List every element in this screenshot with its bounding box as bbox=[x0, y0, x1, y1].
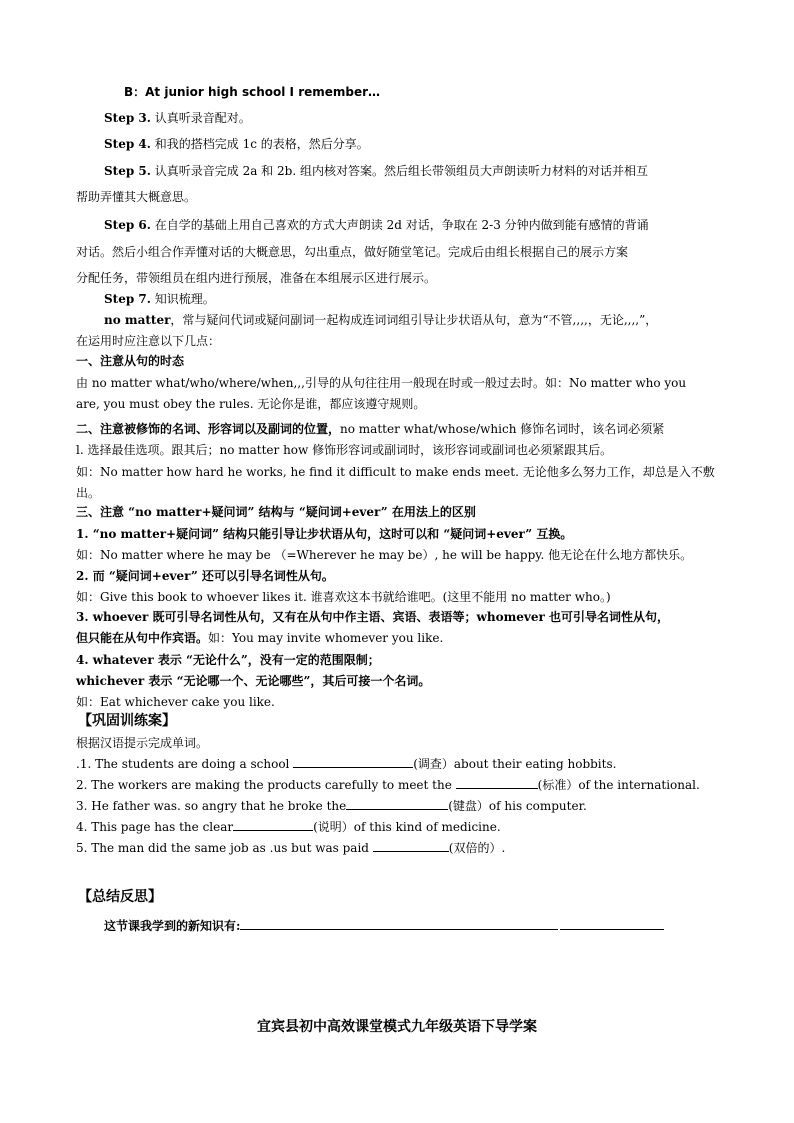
rule-3-point-3b-text: 如：You may invite whomever you like. bbox=[208, 631, 444, 645]
step-4 bbox=[104, 134, 720, 155]
q5-text-a: 5. The man did the same job as .us but was paid bbox=[76, 841, 373, 855]
step-6-continuation-2: 分配任务，带领组员在组内进行预展，准备在本组展示区进行展示。 bbox=[76, 271, 437, 285]
step-5 bbox=[104, 161, 720, 182]
rule-3-point-4b: whichever 表示 “无论哪一个、无论哪些”，其后可接一个名词。 bbox=[76, 674, 431, 688]
summary-line bbox=[104, 916, 720, 937]
q1-text-b: (调查）about their eating hobbits. bbox=[413, 757, 617, 771]
practice-question-3 bbox=[76, 796, 720, 817]
rule-1-text-b: are, you must obey the rules. 无论你是谁，都应该遵守规则。 bbox=[76, 397, 426, 411]
rule-3-point-2-example: 如：Give this book to whoever likes it. 谁喜欢这本书就给谁吧。(这里不能用 no matter who。) bbox=[76, 590, 611, 604]
practice-question-5 bbox=[76, 838, 720, 859]
summary-answer-blank-2[interactable] bbox=[560, 917, 664, 930]
q3-text-b: (键盘）of his computer. bbox=[448, 799, 587, 813]
summary-answer-blank-1[interactable] bbox=[240, 917, 558, 930]
rule-3-point-4a: 4. whatever 表示 “无论什么”，没有一定的范围限制； bbox=[76, 653, 380, 667]
q4-answer-blank[interactable] bbox=[233, 818, 313, 831]
rule-3-point-1-example: 如：No matter where he may be （=Wherever he may be）, he will be happy. 他无论在什么地方都快乐。 bbox=[76, 548, 693, 562]
rule-3-point-2: 2. 而 “疑问词+ever” 还可以引导名词性从句。 bbox=[76, 569, 334, 583]
rule-heading-2-bold: 二、注意被修饰的名词、形容词以及副词的位置， bbox=[76, 422, 341, 436]
section-practice-heading: 【巩固训练案】 bbox=[78, 713, 176, 729]
rule-heading-2 bbox=[76, 419, 720, 440]
rule-heading-2-text: no matter what/whose/which 修饰名词时，该名词必须紧 bbox=[340, 422, 665, 436]
step-5-continuation: 帮助弄懂其大概意思。 bbox=[76, 190, 197, 204]
q5-answer-blank[interactable] bbox=[373, 839, 449, 852]
q4-text-a: 4. This page has the clear bbox=[76, 820, 234, 834]
q4-text-b: (说明）of this kind of medicine. bbox=[313, 820, 501, 834]
practice-instructions: 根据汉语提示完成单词。 bbox=[76, 736, 209, 750]
step-6-label: Step 6. bbox=[104, 218, 151, 232]
step-3-label: Step 3. bbox=[104, 111, 151, 125]
practice-question-2 bbox=[76, 775, 720, 796]
rule-2-text-c: 出。 bbox=[76, 486, 101, 500]
practice-question-4 bbox=[76, 817, 720, 838]
rule-2-text-a: l. 选择最佳选项。跟其后；no matter how 修饰形容词或副词时，该形容词或副词也必须紧跟其后。 bbox=[76, 443, 613, 457]
rule-3-point-4-example: 如：Eat whichever cake you like. bbox=[76, 695, 275, 709]
q1-answer-blank[interactable] bbox=[293, 755, 413, 768]
q2-text-b: (标准）of the international. bbox=[537, 778, 700, 792]
step-4-text: 和我的搭档完成 1c 的表格，然后分享。 bbox=[150, 137, 369, 151]
step-3 bbox=[104, 108, 720, 129]
rule-1-text-a: 由 no matter what/who/where/when,,,引导的从句往往用一般现在时或一般过去时。如：No matter who you bbox=[76, 376, 687, 390]
rule-3-point-3b bbox=[76, 628, 720, 649]
rule-heading-3: 三、注意 “no matter+疑问词” 结构与 “疑问词+ever” 在用法上的区别 bbox=[76, 505, 476, 519]
no-matter-intro-continuation: 在运用时应注意以下几点： bbox=[76, 334, 221, 348]
rule-3-point-3b-bold: 但只能在从句中作宾语。 bbox=[76, 631, 209, 645]
step-3-text: 认真听录音配对。 bbox=[150, 111, 251, 125]
no-matter-definition: ，常与疑问代词或疑问副词一起构成连词词组引导让步状语从句，意为“不管,,,,，无论,,,,”， bbox=[170, 313, 658, 327]
practice-question-1 bbox=[76, 754, 720, 775]
summary-label: 这节课我学到的新知识有: bbox=[104, 919, 241, 933]
page-footer-title: 宜宾县初中高效课堂模式九年级英语下导学案 bbox=[257, 1019, 537, 1035]
step-7-text: 知识梳理。 bbox=[150, 292, 215, 306]
q2-text-a: 2. The workers are making the products carefully to meet the bbox=[76, 778, 456, 792]
q2-answer-blank[interactable] bbox=[456, 776, 538, 789]
step-4-label: Step 4. bbox=[104, 137, 151, 151]
rule-2-text-b: 如：No matter how hard he works, he find it difficult to make ends meet. 无论他多么努力工作，却总是入不敷 bbox=[76, 465, 715, 479]
step-6 bbox=[104, 215, 720, 236]
step-7 bbox=[104, 289, 720, 310]
q5-text-b: (双倍的）. bbox=[448, 841, 506, 855]
rule-3-point-1: 1. “no matter+疑问词” 结构只能引导让步状语从句，这时可以和 “疑问词+ever” 互换。 bbox=[76, 527, 573, 541]
rule-3-point-3a: 3. whoever 既可引导名词性从句，又有在从句中作主语、宾语、表语等；whomever 也可引导名词性从句， bbox=[76, 610, 670, 624]
step-6-text: 在自学的基础上用自己喜欢的方式大声朗读 2d 对话，争取在 2-3 分钟内做到能有感情的背诵 bbox=[150, 218, 649, 232]
step-7-label: Step 7. bbox=[104, 292, 151, 306]
rule-heading-1: 一、注意从句的时态 bbox=[76, 354, 185, 368]
dialog-line-b: B：At junior high school I remember… bbox=[124, 85, 381, 99]
step-5-text: 认真听录音完成 2a 和 2b. 组内核对答案。然后组长带领组员大声朗读听力材料的对话并相互 bbox=[150, 164, 648, 178]
q1-text-a: .1. The students are doing a school bbox=[76, 757, 294, 771]
no-matter-keyword: no matter bbox=[104, 313, 171, 327]
step-5-label: Step 5. bbox=[104, 164, 151, 178]
section-summary-heading: 【总结反思】 bbox=[78, 889, 162, 905]
q3-text-a: 3. He father was. so angry that he broke the bbox=[76, 799, 347, 813]
no-matter-intro bbox=[104, 310, 720, 331]
step-6-continuation-1: 对话。然后小组合作弄懂对话的大概意思，勾出重点，做好随堂笔记。完成后由组长根据自己的展示方案 bbox=[76, 245, 629, 259]
q3-answer-blank[interactable] bbox=[346, 797, 448, 810]
